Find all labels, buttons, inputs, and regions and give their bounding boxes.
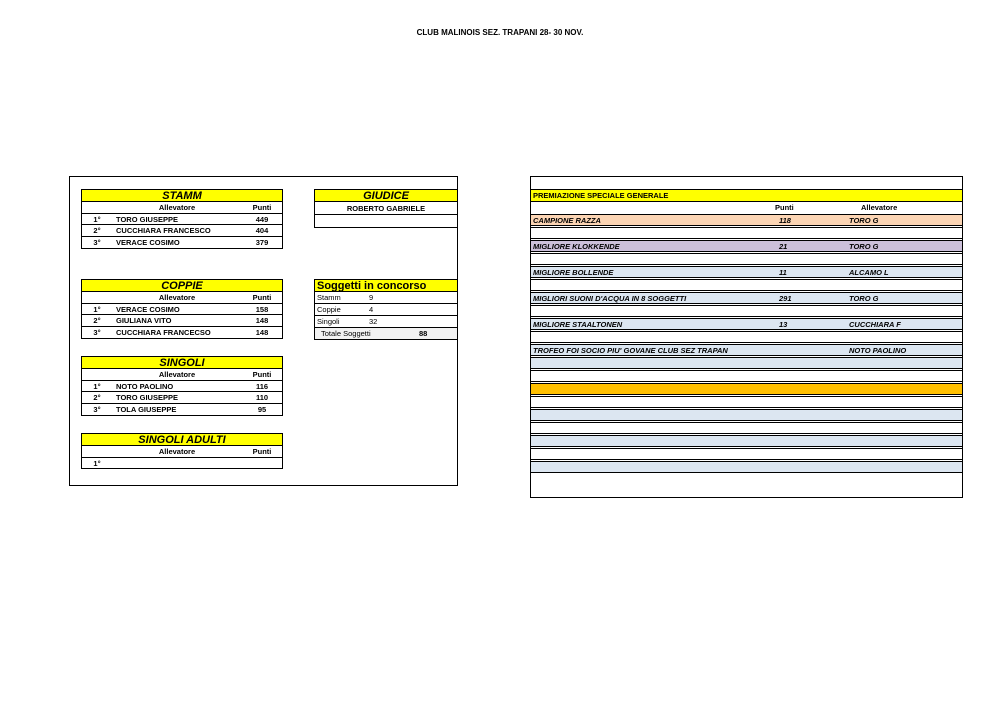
award-breeder: NOTO PAOLINO xyxy=(849,346,907,355)
points: 158 xyxy=(255,305,269,314)
col-allevatore: Allevatore xyxy=(861,203,898,212)
breeder-name: TORO GIUSEPPE xyxy=(116,215,178,224)
blank-row xyxy=(531,253,962,265)
award-label: MIGLIORE KLOKKENDE xyxy=(533,242,620,251)
points xyxy=(242,458,282,468)
table-row xyxy=(81,404,283,416)
position: 2° xyxy=(93,316,101,325)
table-row xyxy=(81,380,283,392)
award-label: CAMPIONE RAZZA xyxy=(533,216,601,225)
award-label: MIGLIORE STAALTONEN xyxy=(533,320,623,329)
singoli-header: SINGOLI xyxy=(81,356,283,369)
breeder-name: NOTO PAOLINO xyxy=(116,382,174,391)
stamm-column-header xyxy=(81,202,283,213)
premiazione-title: PREMIAZIONE SPECIALE GENERALE xyxy=(533,191,669,200)
breeder-name: TORO GIUSEPPE xyxy=(116,393,178,402)
award-breeder: CUCCHIARA F xyxy=(849,320,901,329)
blank-row xyxy=(531,448,962,460)
col-punti: Punti xyxy=(252,447,272,456)
total-value: 88 xyxy=(419,329,428,338)
award-breeder: TORO G xyxy=(849,242,879,251)
category-count: 32 xyxy=(369,317,378,326)
award-breeder: TORO G xyxy=(849,216,879,225)
blank-row xyxy=(531,383,962,395)
award-points: 118 xyxy=(779,216,791,225)
award-row xyxy=(531,318,962,330)
points: 449 xyxy=(255,215,269,224)
table-row xyxy=(81,327,283,339)
singoli-column-header xyxy=(81,369,283,380)
col-allevatore: Allevatore xyxy=(158,203,196,212)
award-breeder: TORO G xyxy=(849,294,879,303)
col-allevatore: Allevatore xyxy=(158,370,196,379)
blank-row xyxy=(531,461,962,473)
category-label: Singoli xyxy=(317,317,340,326)
breeder-name: GIULIANA VITO xyxy=(116,316,172,325)
blank-row xyxy=(531,396,962,408)
col-punti: Punti xyxy=(252,203,272,212)
breeder-name: CUCCHIARA FRANCESCO xyxy=(116,226,211,235)
position: 3° xyxy=(93,328,101,337)
judge-name: ROBERTO GABRIELE xyxy=(314,202,458,215)
singoli-adulti-column-header xyxy=(81,446,283,457)
award-points: 13 xyxy=(779,320,788,329)
table-row xyxy=(81,457,283,469)
award-points: 21 xyxy=(779,242,788,251)
list-item xyxy=(314,292,458,304)
page-title: CLUB MALINOIS SEZ. TRAPANI 28- 30 NOV. xyxy=(416,28,584,37)
blank-row xyxy=(531,370,962,382)
points: 148 xyxy=(255,328,269,337)
award-row xyxy=(531,344,962,356)
col-punti: Punti xyxy=(775,203,794,212)
soggetti-table xyxy=(314,279,458,340)
blank-row xyxy=(531,279,962,291)
award-label: MIGLIORI SUONI D'ACQUA IN 8 SOGGETTI xyxy=(533,294,687,303)
award-points: 11 xyxy=(779,268,787,277)
col-allevatore: Allevatore xyxy=(158,447,196,456)
category-label: Stamm xyxy=(317,293,341,302)
award-row xyxy=(531,266,962,278)
points: 116 xyxy=(255,382,269,391)
award-points: 291 xyxy=(779,294,792,303)
singoli-table xyxy=(81,356,283,416)
blank-row xyxy=(531,422,962,434)
position: 2° xyxy=(93,226,101,235)
award-row xyxy=(531,214,962,226)
award-row xyxy=(531,240,962,252)
results-panel xyxy=(69,176,458,486)
total-row xyxy=(314,328,458,340)
category-count: 9 xyxy=(369,293,374,302)
col-allevatore: Allevatore xyxy=(158,293,196,302)
table-row xyxy=(81,392,283,404)
breeder-name: VERACE COSIMO xyxy=(116,238,180,247)
total-label: Totale Soggetti xyxy=(321,329,371,338)
blank-row xyxy=(531,331,962,343)
table-row xyxy=(81,237,283,249)
coppie-header: COPPIE xyxy=(81,279,283,292)
blank-row xyxy=(531,305,962,317)
position: 1° xyxy=(93,459,101,468)
breeder-name: CUCCHIARA FRANCECSO xyxy=(116,328,211,337)
singoli-adulti-header: SINGOLI ADULTI xyxy=(81,433,283,446)
points: 148 xyxy=(255,316,269,325)
blank-row xyxy=(531,227,962,239)
position: 1° xyxy=(93,305,101,314)
premiazione-header xyxy=(531,189,962,202)
blank-row xyxy=(531,357,962,369)
award-breeder: ALCAMO L xyxy=(849,268,889,277)
list-item xyxy=(314,304,458,316)
coppie-column-header xyxy=(81,292,283,303)
soggetti-header: Soggetti in concorso xyxy=(314,279,458,292)
stamm-header: STAMM xyxy=(81,189,283,202)
table-row xyxy=(81,213,283,225)
blank-row xyxy=(531,409,962,421)
giudice-header: GIUDICE xyxy=(314,189,458,202)
table-row xyxy=(81,315,283,327)
col-punti: Punti xyxy=(252,293,272,302)
position: 2° xyxy=(93,393,101,402)
position: 1° xyxy=(93,215,101,224)
position: 1° xyxy=(93,382,101,391)
premiazione-column-header xyxy=(531,202,962,214)
breeder-name: VERACE COSIMO xyxy=(116,305,180,314)
breeder-name: TOLA GIUSEPPE xyxy=(116,405,177,414)
category-label: Coppie xyxy=(317,305,341,314)
special-awards-panel xyxy=(530,176,963,498)
points: 95 xyxy=(257,405,267,414)
col-punti: Punti xyxy=(252,370,272,379)
stamm-table xyxy=(81,189,283,249)
category-count: 4 xyxy=(369,305,374,314)
points: 404 xyxy=(255,226,269,235)
singoli-adulti-table xyxy=(81,433,283,469)
table-row xyxy=(81,225,283,237)
points: 379 xyxy=(255,238,269,247)
table-row xyxy=(81,303,283,315)
giudice-table xyxy=(314,189,458,228)
position: 3° xyxy=(93,238,101,247)
points: 110 xyxy=(255,393,269,402)
coppie-table xyxy=(81,279,283,339)
breeder-name xyxy=(112,458,242,468)
list-item xyxy=(314,316,458,328)
award-label: TROFEO FOI SOCIO PIU' GOVANE CLUB SEZ TRAPAN xyxy=(533,346,728,355)
award-label: MIGLIORE BOLLENDE xyxy=(533,268,614,277)
position: 3° xyxy=(93,405,101,414)
blank-row xyxy=(531,435,962,447)
table-row xyxy=(314,215,458,228)
award-row xyxy=(531,292,962,304)
